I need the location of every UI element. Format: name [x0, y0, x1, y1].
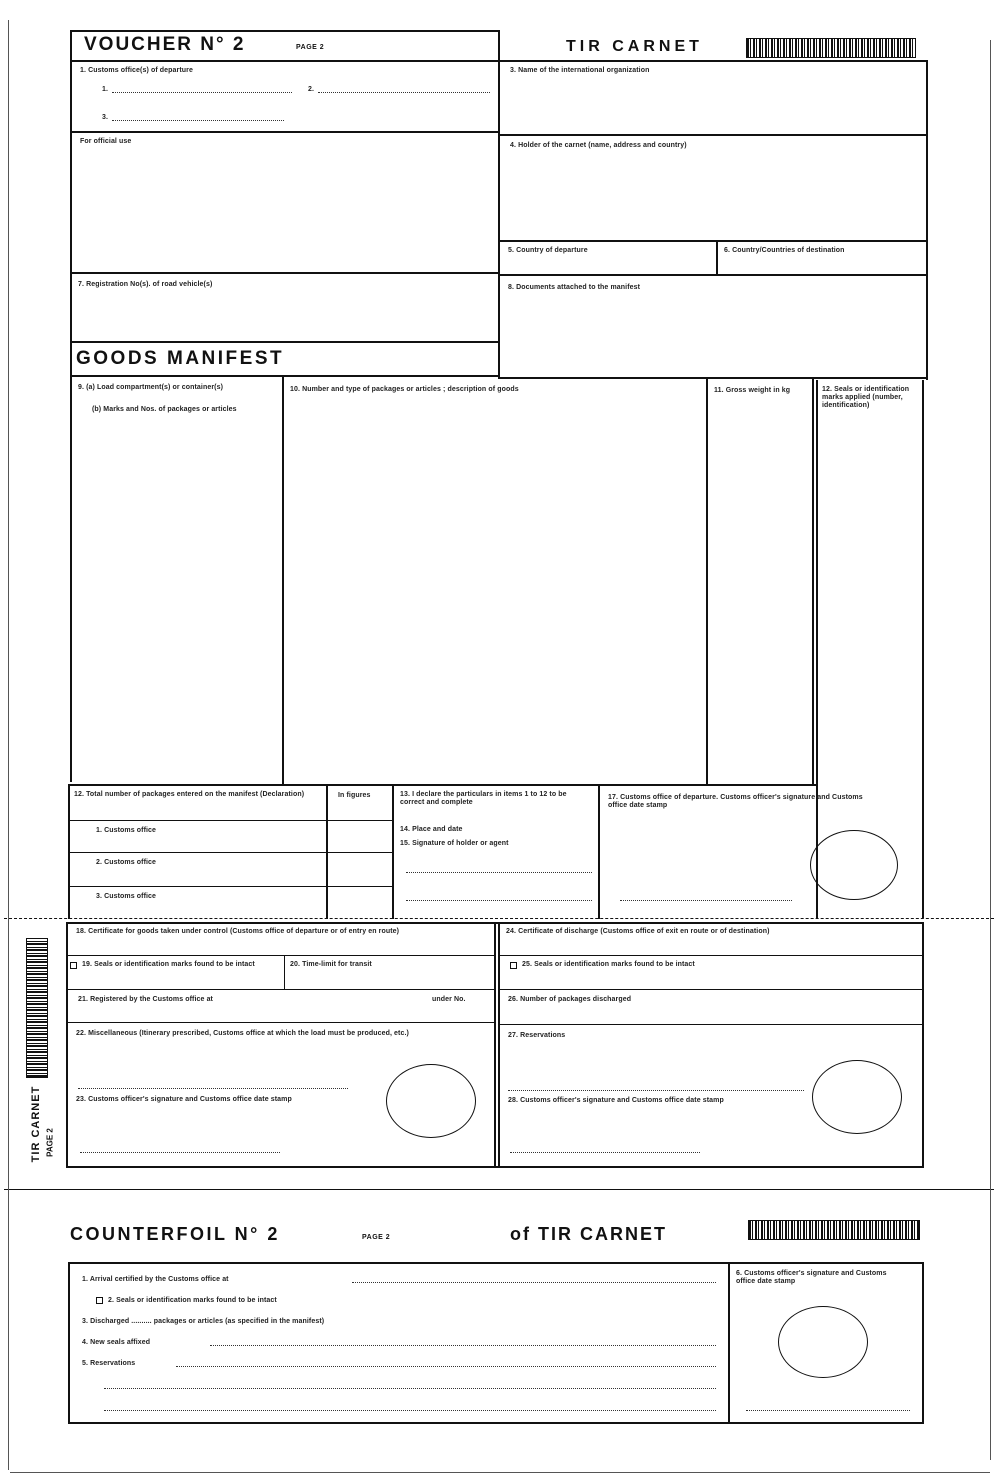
counterfoil-item-2: 2. Seals or identification marks found to be intact — [108, 1297, 277, 1304]
sheet-bottom-edge — [10, 1472, 990, 1473]
field-22-line[interactable] — [78, 1088, 348, 1089]
field-19-checkbox[interactable] — [70, 962, 77, 969]
field-1-label: 1. Customs office(s) of departure — [80, 67, 193, 74]
field-12-label: 12. Total number of packages entered on the manifest (Declaration) — [74, 791, 305, 798]
counterfoil-carnet-title: of TIR CARNET — [510, 1224, 667, 1244]
field-24-label: 24. Certificate of discharge (Customs office of exit en route or of destination) — [506, 928, 770, 935]
field-1b-line[interactable] — [318, 92, 490, 93]
carnet-title: TIR CARNET — [566, 38, 703, 55]
field-23-label: 23. Customs officer's signature and Customs office date stamp — [76, 1096, 292, 1103]
field-7-label: 7. Registration No(s). of road vehicle(s) — [78, 281, 213, 288]
office-3-label: 3. Customs office — [96, 893, 157, 900]
field-1c: 3. — [102, 114, 109, 121]
field-25-checkbox[interactable] — [510, 962, 517, 969]
counterfoil-item-4: 4. New seals affixed — [82, 1339, 151, 1346]
departure-stamp-circle — [810, 830, 898, 900]
field-13-label: 13. I declare the particulars in items 1 to 12 to be correct and complete — [400, 791, 567, 806]
perforation-line-1 — [4, 918, 994, 919]
field-18-label: 18. Certificate for goods taken under control (Customs office of departure or of entry en route) — [76, 928, 400, 935]
field-28-line[interactable] — [510, 1152, 700, 1153]
counterfoil-item-6: 6. Customs officer's signature and Customs office date stamp — [736, 1270, 887, 1285]
field-14-label: 14. Place and date — [400, 826, 463, 833]
discharge-stamp-circle — [812, 1060, 902, 1134]
item-4-line[interactable] — [210, 1345, 716, 1346]
field-21-label: 21. Registered by the Customs office at — [78, 996, 213, 1003]
side-page-label: PAGE 2 — [45, 1128, 55, 1157]
field-5-label: 5. Country of departure — [508, 247, 588, 254]
field-9b-label: (b) Marks and Nos. of packages or articles — [92, 406, 237, 413]
official-use-label: For official use — [80, 138, 132, 145]
field-21b-label: under No. — [432, 996, 466, 1003]
side-carnet-label — [22, 938, 55, 1170]
voucher-title: VOUCHER N° 2 — [84, 34, 246, 55]
field-1a-line[interactable] — [112, 92, 292, 93]
counterfoil-stamp-circle — [778, 1306, 868, 1378]
item-5-line-3[interactable] — [104, 1410, 716, 1411]
item-1-line[interactable] — [352, 1282, 716, 1283]
carnet-number-barcode — [746, 38, 916, 58]
field-15-line-2[interactable] — [406, 900, 592, 901]
field-15-line-1[interactable] — [406, 872, 592, 873]
control-stamp-circle — [386, 1064, 476, 1138]
item-5-line-1[interactable] — [176, 1366, 716, 1367]
field-4-label: 4. Holder of the carnet (name, address and country) — [510, 142, 687, 149]
field-22-label: 22. Miscellaneous (Itinerary prescribed, Customs office at which the load must be produced, etc.) — [76, 1030, 409, 1037]
field-25-label: 25. Seals or identification marks found to be intact — [522, 961, 695, 968]
office-1-label: 1. Customs office — [96, 827, 157, 834]
field-10-label: 10. Number and type of packages or articles ; description of goods — [290, 386, 519, 393]
field-28-label: 28. Customs officer's signature and Customs office date stamp — [508, 1097, 724, 1104]
sheet-right-edge — [990, 40, 991, 1460]
manifest-title: GOODS MANIFEST — [76, 348, 285, 369]
field-12-side-label: 12. Seals or identification marks applied (number, identification) — [822, 386, 910, 409]
perforation-line-2 — [4, 1189, 994, 1190]
field-9-label: 9. (a) Load compartment(s) or container(s) — [78, 384, 223, 391]
field-1c-line[interactable] — [112, 120, 284, 121]
field-17-label: 17. Customs office of departure. Customs officer's signature and Customs office date stamp — [608, 794, 863, 809]
field-27-line[interactable] — [508, 1090, 804, 1091]
counterfoil-item-3: 3. Discharged .......... packages or articles (as specified in the manifest) — [82, 1318, 325, 1325]
counterfoil-barcode — [748, 1220, 920, 1240]
counterfoil-item-5: 5. Reservations — [82, 1360, 136, 1367]
field-1a: 1. — [102, 86, 109, 93]
field-20-label: 20. Time-limit for transit — [290, 961, 372, 968]
counterfoil-title: COUNTERFOIL N° 2 — [70, 1224, 280, 1244]
side-barcode — [26, 938, 48, 1078]
counterfoil-item-1: 1. Arrival certified by the Customs office at — [82, 1276, 229, 1283]
voucher-page-label: PAGE 2 — [296, 44, 325, 51]
field-6-label: 6. Country/Countries of destination — [724, 247, 845, 254]
field-19-label: 19. Seals or identification marks found to be intact — [82, 961, 255, 968]
field-11-label: 11. Gross weight in kg — [714, 387, 791, 394]
field-3-label: 3. Name of the international organization — [510, 67, 650, 74]
field-27-label: 27. Reservations — [508, 1032, 566, 1039]
counterfoil-page-label: PAGE 2 — [362, 1234, 391, 1241]
field-1b: 2. — [308, 86, 315, 93]
field-8-label: 8. Documents attached to the manifest — [508, 284, 641, 291]
office-2-label: 2. Customs office — [96, 859, 157, 866]
field-26-label: 26. Number of packages discharged — [508, 996, 632, 1003]
side-carnet-title: TIR CARNET — [30, 1085, 42, 1163]
field-15-label: 15. Signature of holder or agent — [400, 840, 509, 847]
figures-label: In figures — [338, 792, 371, 799]
field-17-line[interactable] — [620, 900, 792, 901]
field-23-line[interactable] — [80, 1152, 280, 1153]
sheet-left-edge — [8, 20, 9, 1470]
item-5-line-2[interactable] — [104, 1388, 716, 1389]
item-6-line[interactable] — [746, 1410, 910, 1411]
